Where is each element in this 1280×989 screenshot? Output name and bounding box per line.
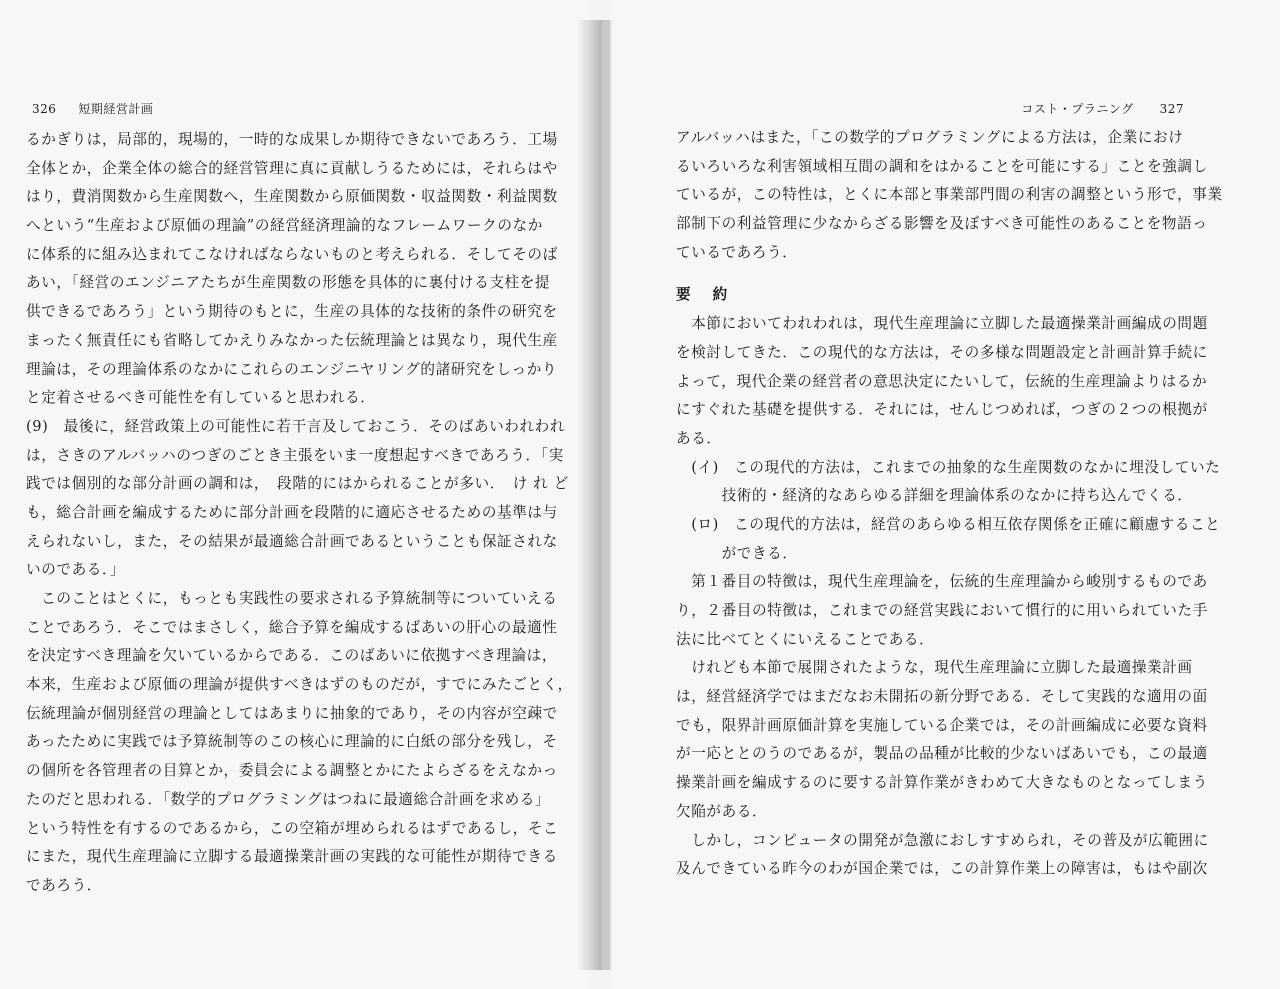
- text-line: けれども本節で展開されたような，現代生産理論に立脚した最適操業計画: [676, 659, 1193, 677]
- text-line: でも，限界計画原価計算を実施している企業では，その計画編成に必要な資料: [676, 716, 1208, 734]
- text-line: このことはとくに，もっとも実践性の要求される予算統制等についていえる: [26, 590, 558, 607]
- text-line: えられないし，また，その結果が最適総合計画であるということも保証されな: [26, 532, 558, 550]
- text-line: しかし，コンピュータの開発が急激におしすすめられ，その普及が広範囲に: [676, 831, 1209, 849]
- text-line: ているが，この特性は，とくに本部と事業部門間の利害の調整という形で，事業: [676, 186, 1223, 204]
- text-line: も，総合計画を編成するために部分計画を段階的に適応させるための基準は与: [26, 503, 558, 521]
- left-page-number: 326: [32, 102, 57, 116]
- left-running-head: 短期経営計画: [78, 102, 154, 116]
- text-line: いのである．」: [26, 561, 126, 579]
- text-line: たのだと思われる．「数学的プログラミングはつねに最適総合計画を求める」: [26, 790, 551, 808]
- right-page-number: 327: [1159, 102, 1184, 116]
- text-line: 本節においてわれわれは，現代生産理論に立脚した最適操業計画編成の問題: [676, 315, 1208, 333]
- text-line: を検討してきた．この現代的な方法は，その多様な問題設定と計画計算手続に: [676, 343, 1208, 361]
- text-line: あい，「経営のエンジニアたちが生産関数の形態を具体的に裏付ける支柱を提: [26, 274, 551, 292]
- text-line: 伝統理論が個別経営の理論としてはあまりに抽象的であり，その内容が空疎で: [26, 704, 558, 722]
- text-line: であろう．: [26, 876, 102, 894]
- text-line: 及んできている昨今のわが国企業では，この計算作業上の障害は，もはや副次: [676, 860, 1208, 878]
- text-line: ているであろう．: [676, 243, 798, 261]
- text-line: 践では個別的な部分計画の調和は， 段階的にはかられることが多い． け れ ど: [26, 475, 569, 493]
- text-line: 第１番目の特徴は，現代生産理論を，伝統的生産理論から峻別するものであ: [676, 573, 1208, 591]
- text-line: は，さきのアルバッハのつぎのごとき主張をいま一度想起すべきであろう．「実: [26, 446, 564, 464]
- text-line: 供できるであろう」という期待のもとに，生産の具体的な技術的条件の研究を: [26, 303, 558, 321]
- text-line: るいろいろな利害領域相互間の調和をはかることを可能にする」ことを強調し: [676, 157, 1208, 175]
- text-line: (イ) この現代的方法は，これまでの抽象的な生産関数のなかに埋没していた: [676, 458, 1221, 476]
- text-line: と定着させるべき可能性を有していると思われる．: [26, 389, 376, 407]
- text-line: にすぐれた基礎を提供する．それには，せんじつめれば，つぎの２つの根拠が: [676, 401, 1208, 419]
- text-line: という特性を有するのであるから，この空箱が埋められるはずであるし，そこ: [26, 819, 559, 837]
- right-summary-text: [676, 310, 1221, 884]
- text-line: を決定すべき理論を欠いているからである．このばあいに依拠すべき理論は，: [26, 647, 558, 665]
- text-line: ある．: [676, 429, 722, 447]
- gutter-shadow: [604, 20, 610, 970]
- left-page-header: [32, 100, 153, 117]
- text-line: るかぎりは，局部的，現場的，一時的な成果しか期待できないであろう．工場: [26, 131, 558, 148]
- text-line: まったく無責任にも省略してかえりみなかった伝統理論とは異なり，現代生産: [26, 331, 558, 349]
- right-intro-paragraph: [676, 124, 1223, 267]
- left-body-text: [26, 126, 573, 901]
- text-line: 本来，生産および原価の理論が提供すべきはずのものだが，すでにみたごとく，: [26, 676, 573, 694]
- text-line: はり，費消関数から生産関数へ，生産関数から原価関数・収益関数・利益関数: [26, 188, 558, 206]
- text-line: の個所を各管理者の目算とか，委員会による調整とかにたよらざるをえなかっ: [26, 762, 558, 780]
- text-line: (ロ) この現代的方法は，経営のあらゆる相互依存関係を正確に顧慮すること: [676, 515, 1221, 533]
- text-line: ができる．: [676, 544, 798, 562]
- text-line: 部制下の利益管理に少なからざる影響を及ぼすべき可能性のあることを物語っ: [676, 215, 1208, 233]
- text-line: アルバッハはまた，「この数学的プログラミングによる方法は，企業におけ: [676, 129, 1184, 146]
- text-line: へという“生産および原価の理論”の経営経済理論的なフレームワークのなか: [26, 217, 543, 235]
- text-line: り，２番目の特徴は，これまでの経営実践において慣行的に用いられていた手: [676, 602, 1208, 619]
- text-line: 欠陥がある．: [676, 802, 768, 820]
- text-line: (9) 最後に，経営政策上の可能性に若干言及しておこう．そのばあいわれわれ: [26, 417, 566, 435]
- text-line: 理論は，その理論体系のなかにこれらのエンジニヤリング的諸研究をしっかり: [26, 360, 558, 378]
- text-line: ことであろう．そこではまさしく，総合予算を編成するばあいの肝心の最適性: [26, 618, 558, 636]
- right-body-text: [676, 124, 1223, 884]
- section-title-summary: 要約: [676, 286, 750, 304]
- text-line: にまた，現代生産理論に立脚する最適操業計画の実践的な可能性が期待できる: [26, 848, 558, 866]
- text-line: 操業計画を編成するのに要する計算作業がきわめて大きなものとなってしまう: [676, 774, 1208, 792]
- right-running-head: コスト・プラニング: [1021, 102, 1134, 116]
- text-line: よって，現代企業の経営者の意思決定にたいして，伝統的生産理論よりはるか: [676, 372, 1208, 390]
- text-line: 技術的・経済的なあらゆる詳細を理論体系のなかに持ち込んでくる．: [676, 487, 1193, 505]
- text-line: は，経営経済学ではまだなお未開拓の新分野である．そして実践的な適用の面: [676, 688, 1208, 706]
- text-line: が一応ととのうのであるが，製品の品種が比較的少ないばあいでも，この最適: [676, 745, 1208, 763]
- text-line: に体系的に組み込まれてこなければならないものと考えられる．そしてそのば: [26, 245, 558, 263]
- text-line: あったために実践では予算統制等のこの核心に理論的に白紙の部分を残し，そ: [26, 733, 558, 751]
- right-page-header: [1021, 100, 1184, 117]
- text-line: 全体とか，企業全体の総合的経営管理に真に貢献しうるためには，それらはや: [26, 159, 558, 177]
- text-line: 法に比べてとくにいえることである．: [676, 630, 935, 648]
